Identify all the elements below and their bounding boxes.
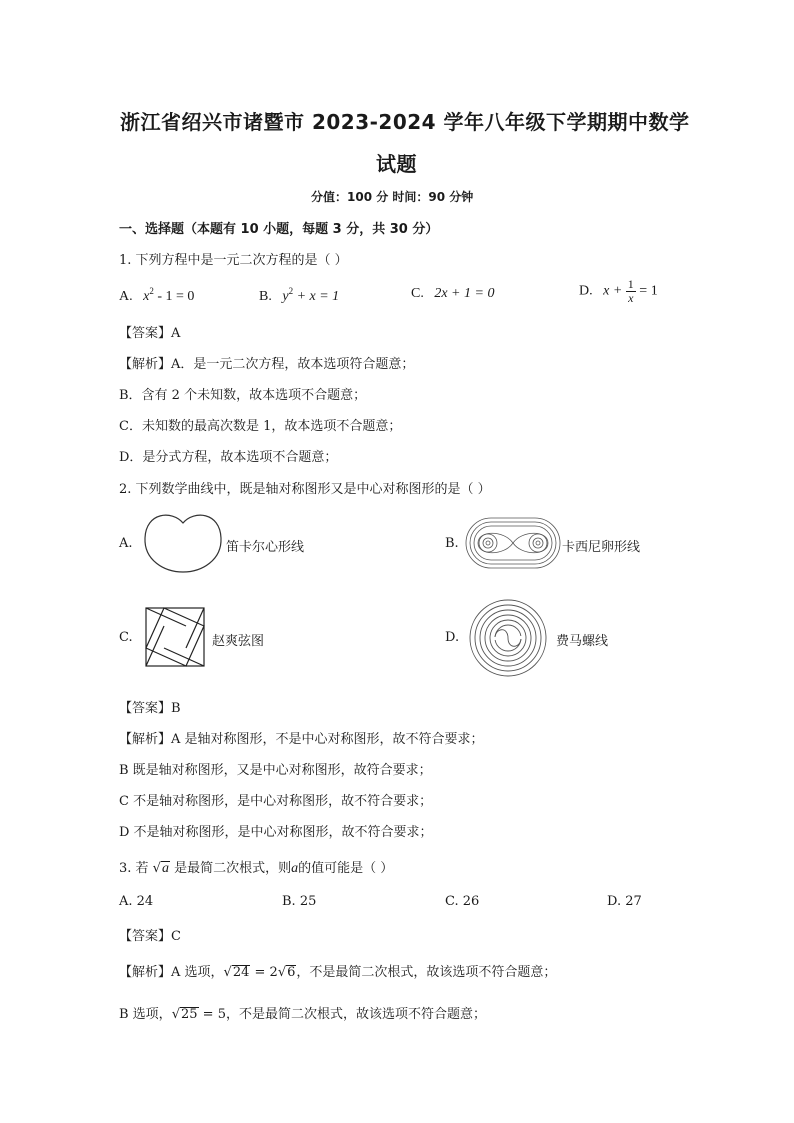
q3-variable: a — [291, 861, 299, 876]
q1-stem: 1. 下列方程中是一元二次方程的是（ ） — [119, 253, 348, 268]
q1-c-expr: 2x + 1 = 0 — [434, 286, 495, 301]
q2-c-label: C. — [119, 630, 133, 645]
radicand: 6 — [287, 965, 296, 980]
q1-option-c — [411, 286, 494, 302]
zhao-shuang-diagram-figure — [144, 606, 206, 668]
q1-a-label: A. — [119, 289, 133, 304]
radical-sign: √ — [277, 965, 287, 980]
q1-analysis-line: D．是分式方程，故本选项不合题意； — [119, 450, 338, 465]
q1-b-rest: + x = 1 — [293, 289, 340, 304]
q3-radicand: a — [161, 861, 169, 876]
page-title: 浙江省绍兴市诸暨市 2023-2024 学年八年级下学期期中数学 — [120, 110, 690, 134]
sqrt-24 — [224, 965, 251, 980]
q3-stem — [119, 857, 393, 877]
q3-answer: 【答案】C — [119, 929, 181, 944]
q3-stem-prefix: 3. 若 — [119, 861, 153, 876]
q1-b-sup: 2 — [288, 286, 294, 296]
q3-option-b: B. 25 — [282, 894, 317, 909]
q1-d-label: D. — [579, 283, 593, 299]
page-title-line2: 试题 — [376, 152, 417, 176]
q2-analysis-line: B 既是轴对称图形，又是中心对称图形，故符合要求； — [119, 763, 432, 778]
q3-a1-suffix: ，不是最简二次根式，故该选项不符合题意； — [296, 965, 557, 980]
q2-analysis-line: 【解析】A 是轴对称图形，不是中心对称图形，故不符合要求； — [119, 732, 484, 747]
q2-a-label: A. — [119, 536, 133, 551]
q1-option-a — [119, 286, 194, 305]
q1-d-numerator: 1 — [627, 277, 634, 291]
q3-sqrt — [153, 861, 170, 876]
q3-analysis-line — [119, 961, 556, 980]
q2-c-caption: 赵爽弦图 — [212, 634, 265, 649]
fermat-spiral-figure — [465, 598, 551, 678]
q1-d-x: x + — [603, 283, 623, 299]
q3-analysis-line — [119, 1003, 486, 1022]
q1-analysis-line: 【解析】A．是一元二次方程，故本选项符合题意； — [119, 357, 415, 372]
radical-sign: √ — [223, 965, 232, 980]
q1-d-rest: = 1 — [639, 283, 658, 299]
q1-d-denominator: x — [628, 291, 634, 305]
q3-option-c: C. 26 — [445, 894, 480, 909]
cardioid-figure — [142, 510, 224, 574]
q3-a1-prefix: 【解析】A 选项， — [119, 965, 224, 980]
q2-d-label: D. — [445, 630, 460, 645]
q3-stem-middle: 是最简二次根式，则 — [169, 861, 292, 876]
sqrt-6 — [278, 965, 297, 980]
q2-analysis-line: C 不是轴对称图形，是中心对称图形，故不符合要求； — [119, 794, 433, 809]
q1-analysis-line: B．含有 2 个未知数，故本选项不合题意； — [119, 388, 367, 403]
cassini-oval-figure — [464, 516, 562, 570]
q3-stem-suffix: 的值可能是（ ） — [298, 861, 394, 876]
radical-sign: √ — [171, 1007, 180, 1022]
q1-b-var: y — [282, 289, 289, 304]
q3-option-d: D. 27 — [607, 894, 642, 909]
q2-a-caption: 笛卡尔心形线 — [226, 540, 305, 555]
q3-a1-equals: = 2 — [250, 965, 278, 980]
q2-answer: 【答案】B — [119, 701, 181, 716]
q2-b-caption: 卡西尼卵形线 — [562, 540, 641, 555]
radicand: 24 — [232, 965, 250, 980]
q2-d-caption: 费马螺线 — [556, 634, 609, 649]
radical-sign: √ — [152, 861, 161, 876]
q1-c-label: C. — [411, 286, 424, 301]
q2-analysis-line: D 不是轴对称图形，是中心对称图形，故不符合要求； — [119, 825, 433, 840]
q3-a2-suffix: ，不是最简二次根式，故该选项不符合题意； — [225, 1007, 486, 1022]
q1-b-label: B. — [259, 289, 272, 304]
q1-a-sup: 2 — [149, 286, 154, 296]
q1-option-d — [579, 278, 658, 305]
section-heading: 一、选择题（本题有 10 小题，每题 3 分，共 30 分） — [119, 222, 439, 237]
q2-stem: 2. 下列数学曲线中，既是轴对称图形又是中心对称图形的是（ ） — [119, 482, 491, 497]
q1-a-rest: - 1 = 0 — [153, 289, 195, 304]
q2-b-label: B. — [445, 536, 459, 551]
q1-a-var: x — [143, 289, 150, 304]
q1-answer: 【答案】A — [119, 326, 181, 341]
q1-analysis-line: C．未知数的最高次数是 1，故本选项不合题意； — [119, 419, 402, 434]
exam-meta: 分值：100 分 时间：90 分钟 — [311, 190, 474, 204]
radicand: 25 — [180, 1007, 198, 1022]
q3-a2-equals: = 5 — [198, 1007, 226, 1022]
sqrt-25 — [172, 1007, 199, 1022]
q3-option-a: A. 24 — [119, 894, 154, 909]
q1-d-fraction — [626, 278, 636, 305]
q3-a2-prefix: B 选项， — [119, 1007, 172, 1022]
q1-option-b — [259, 286, 339, 305]
